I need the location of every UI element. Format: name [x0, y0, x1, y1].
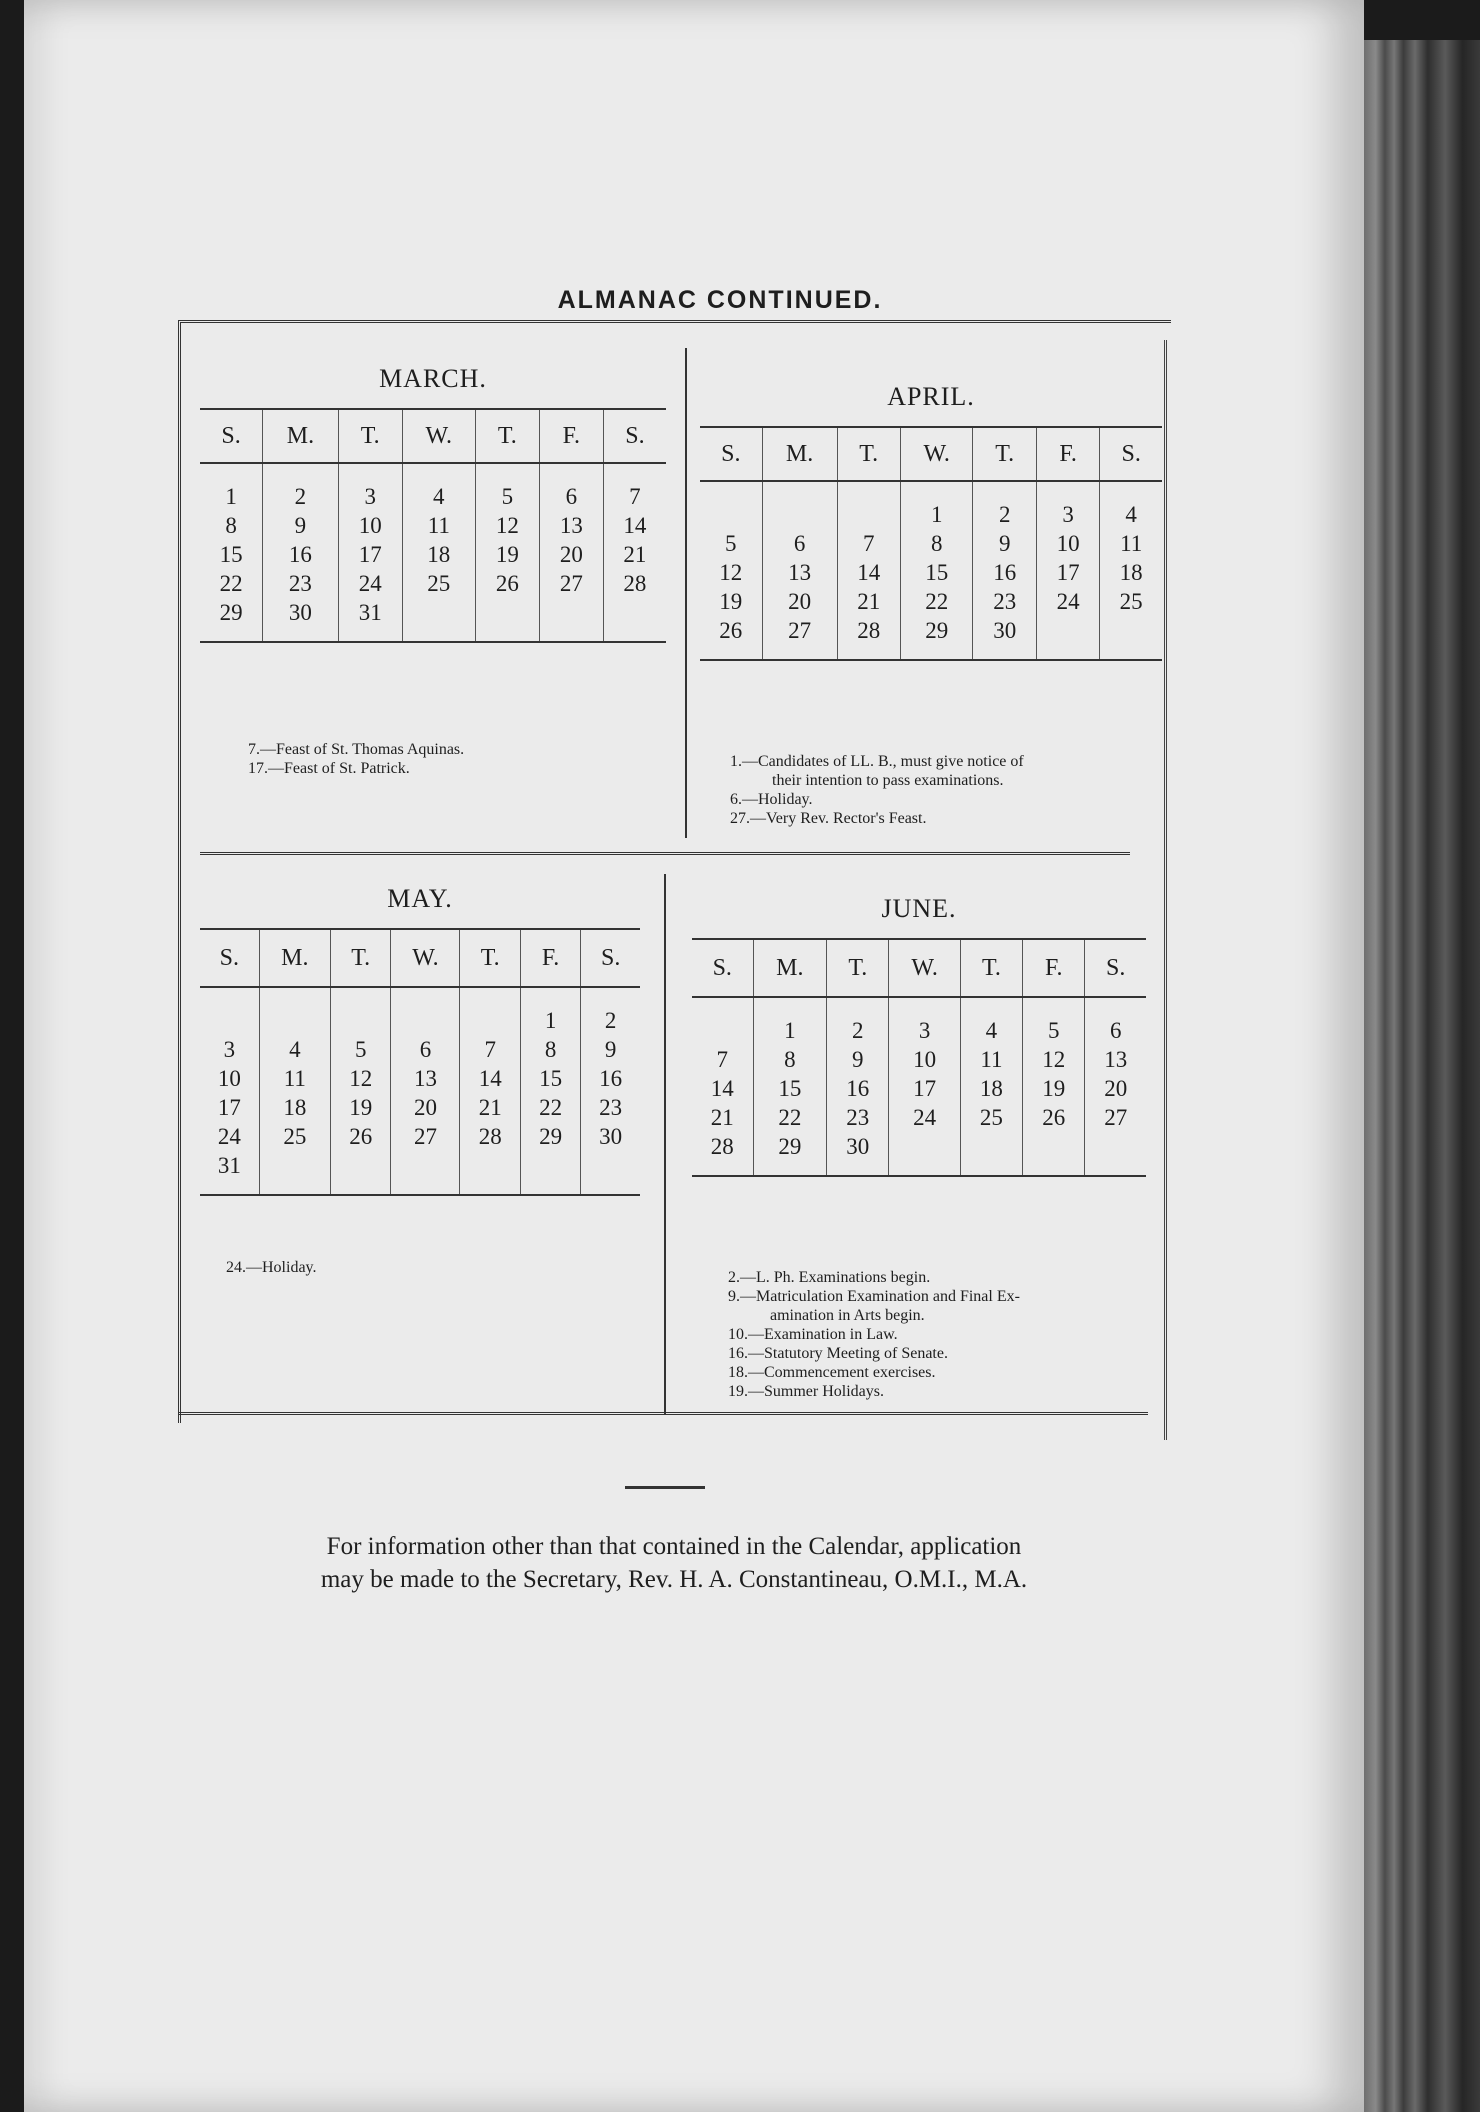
day-cell: 5 — [1023, 1016, 1085, 1045]
grid-spacer — [200, 627, 263, 642]
day-header: F. — [1036, 427, 1099, 481]
day-cell: 26 — [1023, 1103, 1085, 1132]
day-cell: 22 — [753, 1103, 827, 1132]
day-cell: 23 — [263, 569, 339, 598]
day-cell: 24 — [338, 569, 402, 598]
day-cell: 17 — [338, 540, 402, 569]
day-header: S. — [1100, 427, 1162, 481]
note: 10.—Examination in Law. — [728, 1326, 898, 1343]
month-name: APRIL. — [887, 382, 975, 411]
day-cell — [1023, 1132, 1085, 1161]
day-cell: 26 — [719, 618, 743, 643]
day-cell — [520, 1151, 580, 1180]
day-cell: 11 — [259, 1064, 330, 1093]
grid-spacer — [889, 997, 960, 1016]
note: 2.—L. Ph. Examinations begin. — [728, 1269, 931, 1286]
grid-spacer — [900, 481, 973, 500]
day-header: M. — [762, 427, 837, 481]
grid-spacer — [827, 997, 889, 1016]
day-cell: 25 — [960, 1103, 1022, 1132]
day-cell: 19 — [719, 589, 743, 614]
day-cell: 3 — [338, 482, 402, 511]
day-cell: 3 — [889, 1016, 960, 1045]
week-row — [692, 1074, 1146, 1103]
month-name: MARCH. — [379, 364, 487, 393]
day-cell: 14 — [603, 511, 666, 540]
grid-spacer — [1036, 481, 1099, 500]
grid-spacer — [539, 463, 603, 482]
day-cell: 29 — [753, 1132, 827, 1161]
grid-spacer — [960, 1161, 1022, 1176]
section-separator-rule — [625, 1486, 705, 1489]
grid-spacer — [338, 627, 402, 642]
note: 9.—Matriculation Examination and Final Ex- — [728, 1288, 1020, 1305]
calendar-grid — [200, 928, 640, 1196]
day-cell: 20 — [1085, 1074, 1146, 1103]
day-cell: 1 — [753, 1016, 827, 1045]
note: amination in Arts begin. — [770, 1307, 925, 1324]
grid-spacer — [973, 645, 1036, 660]
day-cell: 6 — [1085, 1016, 1146, 1045]
day-cell: 2 — [263, 482, 339, 511]
day-cell: 18 — [259, 1093, 330, 1122]
day-cell: 28 — [710, 1134, 734, 1159]
day-cell: 1 — [900, 500, 973, 529]
day-cell: 23 — [581, 1093, 640, 1122]
day-cell: 19 — [330, 1093, 390, 1122]
day-cell: 11 — [402, 511, 475, 540]
day-cell: 21 — [710, 1105, 734, 1130]
day-cell: 4 — [1100, 500, 1162, 529]
month-notes-april — [730, 752, 1024, 828]
day-header: W. — [900, 427, 973, 481]
day-cell: 19 — [475, 540, 539, 569]
day-cell: 17 — [1036, 558, 1099, 587]
day-cell: 9 — [973, 529, 1036, 558]
grid-spacer — [402, 463, 475, 482]
day-cell — [200, 1006, 259, 1035]
day-cell: 21 — [603, 540, 666, 569]
grid-spacer — [1023, 997, 1085, 1016]
day-cell: 10 — [889, 1045, 960, 1074]
day-header: T. — [475, 409, 539, 463]
day-cell — [259, 1151, 330, 1180]
day-cell: 19 — [1023, 1074, 1085, 1103]
day-cell: 5 — [330, 1035, 390, 1064]
week-row — [700, 558, 1162, 587]
day-cell: 15 — [900, 558, 973, 587]
note: 1.—Candidates of LL. B., must give notice of — [730, 753, 1024, 770]
week-row — [700, 587, 1162, 616]
frame-vertical-divider-bottom — [664, 874, 666, 1414]
day-cell: 15 — [520, 1064, 580, 1093]
grid-spacer — [475, 463, 539, 482]
frame-vertical-divider-top — [685, 348, 687, 838]
day-cell: 15 — [219, 542, 243, 567]
day-cell: 29 — [219, 600, 243, 625]
day-cell: 14 — [710, 1076, 734, 1101]
day-cell: 24 — [217, 1124, 241, 1149]
day-header: M. — [753, 939, 827, 997]
day-cell: 14 — [837, 558, 900, 587]
grid-spacer — [837, 481, 900, 500]
day-header: S. — [603, 409, 666, 463]
day-cell: 21 — [837, 587, 900, 616]
day-cell — [460, 1006, 520, 1035]
grid-spacer — [200, 987, 259, 1006]
frame-right-border — [1164, 340, 1167, 1440]
week-row — [700, 500, 1162, 529]
day-cell: 11 — [1100, 529, 1162, 558]
day-cell: 18 — [402, 540, 475, 569]
day-cell: 22 — [219, 571, 243, 596]
day-cell: 15 — [753, 1074, 827, 1103]
day-header: F. — [539, 409, 603, 463]
day-cell: 1 — [520, 1006, 580, 1035]
day-cell: 10 — [217, 1066, 241, 1091]
day-header: T. — [330, 929, 390, 987]
grid-spacer — [330, 1180, 390, 1195]
day-cell: 3 — [223, 1037, 236, 1062]
day-cell: 18 — [1100, 558, 1162, 587]
day-header: S. — [200, 409, 263, 463]
note: their intention to pass examinations. — [772, 772, 1004, 789]
week-row — [200, 482, 666, 511]
day-cell: 16 — [827, 1074, 889, 1103]
day-cell — [889, 1132, 960, 1161]
day-cell: 20 — [391, 1093, 460, 1122]
grid-spacer — [1036, 645, 1099, 660]
month-march — [200, 364, 666, 643]
grid-spacer — [391, 987, 460, 1006]
day-cell: 20 — [539, 540, 603, 569]
day-header: T. — [827, 939, 889, 997]
day-cell: 7 — [716, 1047, 729, 1072]
note: 17.—Feast of St. Patrick. — [248, 760, 410, 777]
day-cell: 25 — [259, 1122, 330, 1151]
grid-spacer — [692, 1161, 753, 1176]
day-cell — [837, 500, 900, 529]
month-june — [692, 894, 1146, 1177]
day-cell: 4 — [960, 1016, 1022, 1045]
book-page-edges — [1364, 40, 1480, 2112]
footer-line: may be made to the Secretary, Rev. H. A. Constantineau, O.M.I., M.A. — [320, 1566, 1028, 1593]
grid-spacer — [1100, 481, 1162, 500]
week-row — [200, 1151, 640, 1180]
day-cell — [762, 500, 837, 529]
day-cell: 9 — [827, 1045, 889, 1074]
grid-spacer — [837, 645, 900, 660]
grid-spacer — [539, 627, 603, 642]
day-header: W. — [391, 929, 460, 987]
day-cell: 16 — [581, 1064, 640, 1093]
day-cell: 31 — [217, 1153, 241, 1178]
note: 16.—Statutory Meeting of Senate. — [728, 1345, 948, 1362]
day-cell: 17 — [889, 1074, 960, 1103]
day-cell — [700, 500, 762, 529]
grid-spacer — [402, 627, 475, 642]
calendar-grid — [700, 426, 1162, 661]
month-name: JUNE. — [881, 894, 957, 923]
day-cell: 12 — [475, 511, 539, 540]
grid-spacer — [520, 1180, 580, 1195]
day-header: M. — [259, 929, 330, 987]
footer-info — [174, 1530, 1174, 1596]
day-cell: 27 — [391, 1122, 460, 1151]
day-cell: 6 — [539, 482, 603, 511]
week-row — [692, 1132, 1146, 1161]
day-cell — [259, 1006, 330, 1035]
day-cell: 21 — [460, 1093, 520, 1122]
day-cell: 25 — [1100, 587, 1162, 616]
grid-spacer — [753, 997, 827, 1016]
day-cell: 12 — [1023, 1045, 1085, 1074]
footer-line: For information other than that contained in the Calendar, application — [326, 1533, 1022, 1560]
day-cell: 4 — [402, 482, 475, 511]
day-header: T. — [460, 929, 520, 987]
day-header: S. — [700, 427, 762, 481]
week-row — [200, 540, 666, 569]
day-cell: 22 — [520, 1093, 580, 1122]
grid-spacer — [520, 987, 580, 1006]
day-header: S. — [692, 939, 753, 997]
grid-spacer — [475, 627, 539, 642]
day-cell: 2 — [581, 1006, 640, 1035]
day-cell: 30 — [973, 616, 1036, 645]
day-cell: 22 — [900, 587, 973, 616]
day-cell: 27 — [539, 569, 603, 598]
day-cell: 7 — [460, 1035, 520, 1064]
grid-spacer — [581, 1180, 640, 1195]
day-header: T. — [973, 427, 1036, 481]
grid-spacer — [827, 1161, 889, 1176]
day-cell: 9 — [263, 511, 339, 540]
week-row — [200, 598, 666, 627]
day-cell: 20 — [762, 587, 837, 616]
month-may — [200, 884, 640, 1196]
week-row — [200, 511, 666, 540]
day-header: S. — [1085, 939, 1146, 997]
week-row — [200, 1064, 640, 1093]
day-cell: 30 — [827, 1132, 889, 1161]
grid-spacer — [200, 463, 263, 482]
grid-spacer — [1100, 645, 1162, 660]
grid-spacer — [581, 987, 640, 1006]
week-row — [692, 1103, 1146, 1132]
grid-spacer — [330, 987, 390, 1006]
week-row — [200, 1006, 640, 1035]
calendar-grid — [692, 938, 1146, 1177]
day-header: W. — [889, 939, 960, 997]
grid-spacer — [391, 1180, 460, 1195]
day-cell: 27 — [762, 616, 837, 645]
day-cell: 10 — [338, 511, 402, 540]
day-cell: 8 — [900, 529, 973, 558]
frame-middle-divider — [200, 852, 1130, 855]
day-cell: 28 — [603, 569, 666, 598]
day-cell: 27 — [1085, 1103, 1146, 1132]
grid-spacer — [1085, 1161, 1146, 1176]
day-cell: 30 — [581, 1122, 640, 1151]
day-cell: 2 — [973, 500, 1036, 529]
day-cell: 29 — [900, 616, 973, 645]
day-cell: 5 — [475, 482, 539, 511]
grid-spacer — [460, 1180, 520, 1195]
note: 7.—Feast of St. Thomas Aquinas. — [248, 741, 465, 758]
note: 27.—Very Rev. Rector's Feast. — [730, 810, 927, 827]
week-row — [200, 1093, 640, 1122]
day-cell: 26 — [330, 1122, 390, 1151]
day-cell: 26 — [475, 569, 539, 598]
week-row — [692, 1016, 1146, 1045]
day-cell: 13 — [1085, 1045, 1146, 1074]
month-april — [700, 382, 1162, 661]
day-cell: 23 — [973, 587, 1036, 616]
day-cell: 23 — [827, 1103, 889, 1132]
grid-spacer — [1085, 997, 1146, 1016]
day-cell: 6 — [762, 529, 837, 558]
day-cell — [692, 1016, 753, 1045]
day-header: T. — [338, 409, 402, 463]
month-name: MAY. — [387, 884, 453, 913]
day-cell: 31 — [338, 598, 402, 627]
grid-spacer — [700, 645, 762, 660]
day-header: S. — [200, 929, 259, 987]
grid-spacer — [259, 987, 330, 1006]
day-cell: 1 — [225, 484, 237, 509]
grid-spacer — [338, 463, 402, 482]
day-cell — [1100, 616, 1162, 645]
day-header: T. — [837, 427, 900, 481]
week-row — [200, 569, 666, 598]
day-cell — [1085, 1132, 1146, 1161]
grid-spacer — [900, 645, 973, 660]
grid-spacer — [259, 1180, 330, 1195]
day-cell — [391, 1006, 460, 1035]
day-cell — [391, 1151, 460, 1180]
day-cell — [1036, 616, 1099, 645]
day-header: F. — [1023, 939, 1085, 997]
day-header: S. — [581, 929, 640, 987]
note: 18.—Commencement exercises. — [728, 1364, 936, 1381]
day-cell: 9 — [581, 1035, 640, 1064]
week-row — [200, 1122, 640, 1151]
month-notes-march — [248, 740, 464, 778]
grid-spacer — [1023, 1161, 1085, 1176]
day-cell — [402, 598, 475, 627]
day-header: T. — [960, 939, 1022, 997]
day-cell: 17 — [217, 1095, 241, 1120]
grid-spacer — [889, 1161, 960, 1176]
month-notes-june — [728, 1268, 1020, 1401]
week-row — [700, 616, 1162, 645]
day-cell — [460, 1151, 520, 1180]
day-cell: 13 — [762, 558, 837, 587]
day-cell: 25 — [402, 569, 475, 598]
grid-spacer — [603, 627, 666, 642]
week-row — [200, 1035, 640, 1064]
day-cell — [330, 1006, 390, 1035]
day-cell: 28 — [460, 1122, 520, 1151]
grid-spacer — [200, 1180, 259, 1195]
day-cell — [960, 1132, 1022, 1161]
day-cell: 10 — [1036, 529, 1099, 558]
day-cell: 8 — [520, 1035, 580, 1064]
grid-spacer — [460, 987, 520, 1006]
day-cell: 16 — [263, 540, 339, 569]
day-cell — [581, 1151, 640, 1180]
day-cell: 6 — [391, 1035, 460, 1064]
day-cell — [330, 1151, 390, 1180]
day-cell: 14 — [460, 1064, 520, 1093]
frame-bottom-border — [178, 1412, 1148, 1415]
day-cell — [539, 598, 603, 627]
grid-spacer — [762, 645, 837, 660]
day-cell: 7 — [837, 529, 900, 558]
day-header: M. — [263, 409, 339, 463]
week-row — [692, 1045, 1146, 1074]
day-cell: 4 — [259, 1035, 330, 1064]
grid-spacer — [762, 481, 837, 500]
note: 24.—Holiday. — [226, 1259, 317, 1276]
day-cell: 13 — [391, 1064, 460, 1093]
page-title: ALMANAC CONTINUED. — [557, 286, 883, 314]
day-cell: 12 — [330, 1064, 390, 1093]
grid-spacer — [960, 997, 1022, 1016]
day-cell: 29 — [520, 1122, 580, 1151]
day-cell: 8 — [753, 1045, 827, 1074]
day-cell — [603, 598, 666, 627]
day-cell: 5 — [725, 531, 737, 556]
day-cell: 3 — [1036, 500, 1099, 529]
day-cell: 7 — [603, 482, 666, 511]
day-cell — [475, 598, 539, 627]
day-cell: 28 — [837, 616, 900, 645]
grid-spacer — [263, 463, 339, 482]
note: 6.—Holiday. — [730, 791, 813, 808]
day-cell: 8 — [225, 513, 237, 538]
day-header: W. — [402, 409, 475, 463]
day-cell: 13 — [539, 511, 603, 540]
day-cell: 16 — [973, 558, 1036, 587]
grid-spacer — [263, 627, 339, 642]
day-cell: 24 — [1036, 587, 1099, 616]
grid-spacer — [753, 1161, 827, 1176]
day-header: F. — [520, 929, 580, 987]
grid-spacer — [973, 481, 1036, 500]
grid-spacer — [700, 481, 762, 500]
calendar-grid — [200, 408, 666, 643]
day-cell: 30 — [263, 598, 339, 627]
grid-spacer — [603, 463, 666, 482]
day-cell: 12 — [719, 560, 743, 585]
day-cell: 24 — [889, 1103, 960, 1132]
week-row — [700, 529, 1162, 558]
day-cell: 2 — [827, 1016, 889, 1045]
month-notes-may — [226, 1258, 317, 1277]
grid-spacer — [692, 997, 753, 1016]
note: 19.—Summer Holidays. — [728, 1383, 884, 1400]
day-cell: 18 — [960, 1074, 1022, 1103]
day-cell: 11 — [960, 1045, 1022, 1074]
